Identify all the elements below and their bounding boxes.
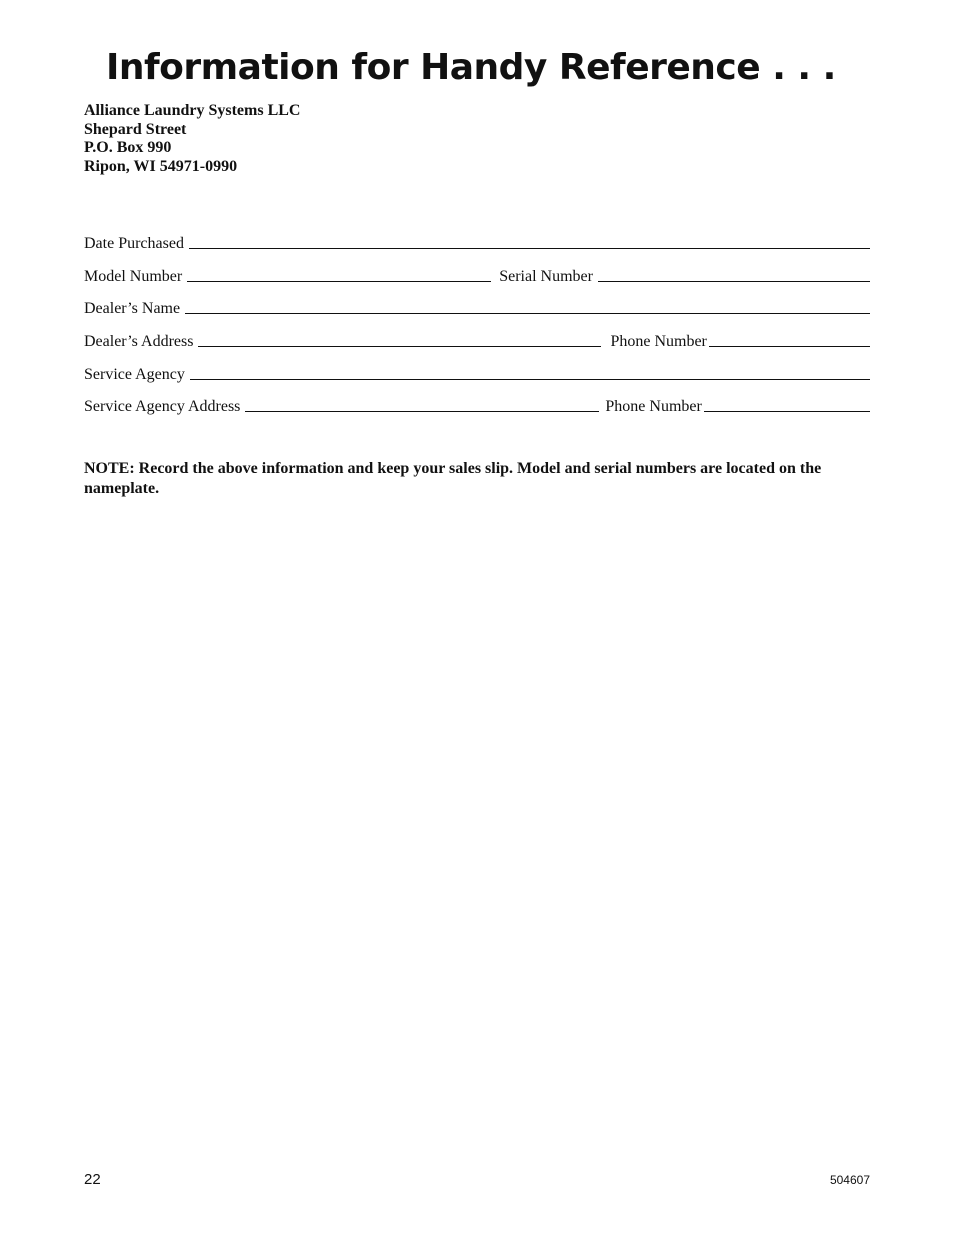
dealers-name-label: Dealer’s Name bbox=[84, 300, 181, 317]
service-phone-number-field[interactable] bbox=[704, 411, 870, 412]
service-agency-address-field[interactable] bbox=[245, 411, 599, 412]
date-purchased-field[interactable] bbox=[189, 248, 870, 249]
service-agency-address-label: Service Agency Address bbox=[84, 398, 241, 415]
form-row-model-serial bbox=[84, 268, 870, 286]
company-name: Alliance Laundry Systems LLC bbox=[84, 102, 301, 119]
serial-number-field[interactable] bbox=[598, 281, 870, 282]
form-row-dealers-address bbox=[84, 333, 870, 351]
serial-number-label: Serial Number bbox=[499, 268, 593, 285]
page-title: Information for Handy Reference . . . bbox=[106, 47, 836, 88]
document-number: 504607 bbox=[829, 1173, 870, 1187]
form-row-date-purchased bbox=[84, 235, 870, 253]
dealers-name-field[interactable] bbox=[185, 313, 870, 314]
dealers-address-field[interactable] bbox=[198, 346, 601, 347]
model-number-label: Model Number bbox=[84, 268, 183, 285]
form-row-service-agency bbox=[84, 366, 870, 384]
company-po-box: P.O. Box 990 bbox=[84, 139, 172, 156]
date-purchased-label: Date Purchased bbox=[84, 235, 184, 252]
service-phone-number-label: Phone Number bbox=[605, 398, 702, 415]
form-row-service-agency-address bbox=[84, 398, 870, 416]
dealer-phone-number-label: Phone Number bbox=[610, 333, 707, 350]
dealers-address-label: Dealer’s Address bbox=[84, 333, 194, 350]
note-text: NOTE: Record the above information and keep your sales slip. Model and serial numbers are located on the nameplate. bbox=[84, 460, 822, 497]
service-agency-field[interactable] bbox=[190, 379, 870, 380]
company-city: Ripon, WI 54971-0990 bbox=[84, 157, 238, 175]
model-number-field[interactable] bbox=[187, 281, 491, 282]
service-agency-label: Service Agency bbox=[84, 366, 185, 383]
page-number: 22 bbox=[84, 1171, 101, 1188]
form-row-dealers-name bbox=[84, 300, 870, 318]
company-address bbox=[84, 102, 300, 176]
dealer-phone-number-field[interactable] bbox=[709, 346, 870, 347]
company-street: Shepard Street bbox=[84, 120, 187, 138]
